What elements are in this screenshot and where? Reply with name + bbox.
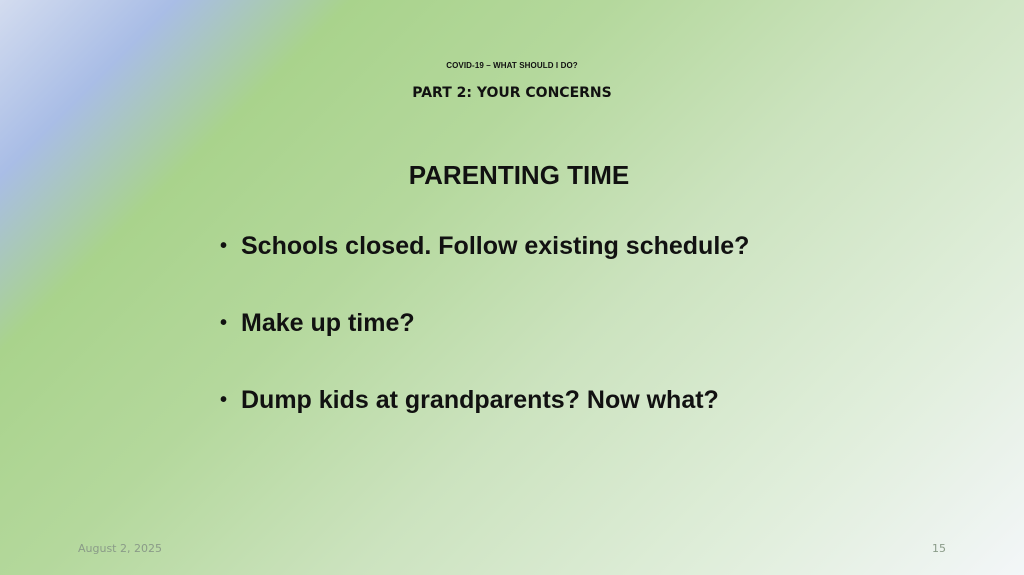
bullet-icon: • bbox=[220, 235, 228, 257]
bullet-text: Schools closed. Follow existing schedule? bbox=[241, 232, 750, 260]
bullet-text: Make up time? bbox=[241, 309, 415, 337]
footer-date: August 2, 2025 bbox=[78, 542, 162, 555]
bullet-icon: • bbox=[220, 389, 228, 411]
slide-kicker: COVID-19 – WHAT SHOULD I DO? bbox=[446, 61, 578, 70]
section-title: PARENTING TIME bbox=[408, 160, 630, 190]
page-number: 15 bbox=[932, 542, 946, 555]
part-title: PART 2: YOUR CONCERNS bbox=[412, 85, 612, 101]
bullet-icon: • bbox=[220, 312, 228, 334]
bullet-text: Dump kids at grandparents? Now what? bbox=[241, 386, 719, 414]
